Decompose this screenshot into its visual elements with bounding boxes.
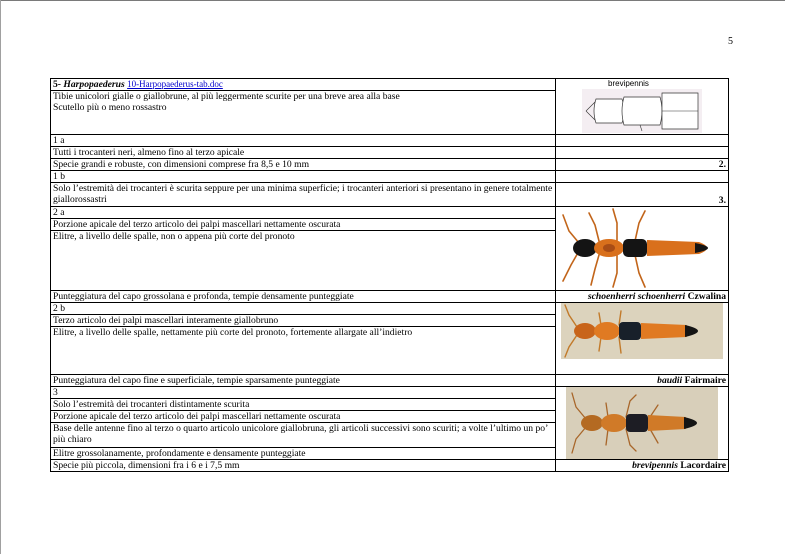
couplet-2b-code-row bbox=[51, 303, 729, 315]
couplet-code: 1 b bbox=[51, 171, 556, 183]
species-author: Lacordaire bbox=[680, 460, 726, 471]
brevipennis-photo-cell bbox=[556, 387, 729, 460]
couplet-2a-row3 bbox=[51, 291, 729, 303]
couplet-text: Punteggiatura del capo fine e superficiale, tempie sparsamente punteggiate bbox=[51, 375, 556, 387]
thumb-label: brevipennis bbox=[608, 79, 649, 88]
couplet-text: Punteggiatura del capo grossolana e profonda, tempie densamente punteggiate bbox=[51, 291, 556, 303]
couplet-code: 1 a bbox=[51, 135, 556, 147]
couplet-text: Tutti i trocanteri neri, almeno fino al terzo apicale bbox=[51, 147, 556, 159]
brevipennis-beetle-photo bbox=[566, 387, 718, 459]
species-name bbox=[556, 291, 729, 303]
baudii-beetle-photo bbox=[561, 303, 723, 359]
couplet-code: 2 b bbox=[51, 303, 556, 315]
baudii-photo-cell bbox=[556, 303, 729, 375]
genus-header-row bbox=[51, 79, 729, 91]
page-number: 5 bbox=[728, 36, 733, 47]
genus-desc-line2: Scutello più o meno rossastro bbox=[53, 102, 167, 113]
couplet-text: Elitre, a livello delle spalle, non o appena più corte del pronoto bbox=[51, 231, 556, 291]
couplet-1a-row2 bbox=[51, 159, 729, 171]
species-name bbox=[556, 375, 729, 387]
couplet-text: Porzione apicale del terzo articolo dei palpi mascellari nettamente oscurata bbox=[51, 219, 556, 231]
species-author: Fairmaire bbox=[684, 375, 726, 386]
species-italic: schoenherri schoenherri bbox=[587, 291, 686, 302]
identification-key-table bbox=[50, 78, 729, 472]
couplet-1a-code-row bbox=[51, 135, 729, 147]
genus-number: 5- bbox=[53, 79, 61, 90]
couplet-2a-code-row bbox=[51, 207, 729, 219]
couplet-2b-row3 bbox=[51, 375, 729, 387]
goto-couplet: 2. bbox=[556, 159, 729, 171]
schoenherri-beetle-illustration bbox=[559, 207, 725, 289]
species-author: Czwalina bbox=[687, 291, 726, 302]
couplet-1a-row1 bbox=[51, 147, 729, 159]
brevipennis-thumb-cell bbox=[556, 79, 729, 135]
couplet-code: 2 a bbox=[51, 207, 556, 219]
couplet-text: Specie più piccola, dimensioni fra i 6 e i 7,5 mm bbox=[51, 460, 556, 472]
couplet-text: Terzo articolo dei palpi mascellari interamente giallobruno bbox=[51, 315, 556, 327]
genus-desc-cell bbox=[51, 91, 556, 135]
couplet-text: Solo l’estremità dei trocanteri è scurita seppure per una minima superficie; i trocanteri anteriori si presentano in genere totalmente giallorossastri bbox=[51, 183, 556, 207]
window-top-border bbox=[0, 0, 785, 1]
couplet-text: Porzione apicale del terzo articolo dei palpi mascellari nettamente oscurata bbox=[51, 411, 556, 423]
couplet-text: Base delle antenne fino al terzo o quarto articolo unicolore giallobruna, gli articoli successivi sono scuriti; a volte l’ultimo un po’ più chiaro bbox=[51, 423, 556, 447]
couplet-text: Elitre grossolanamente, profondamente e densamente punteggiate bbox=[51, 447, 556, 459]
couplet-1b-row1 bbox=[51, 183, 729, 207]
species-name bbox=[556, 460, 729, 472]
species-italic: brevipennis bbox=[632, 460, 678, 471]
schoenherri-photo-cell bbox=[556, 207, 729, 291]
couplet-text: Elitre, a livello delle spalle, nettamente più corte del pronoto, fortemente allargate all’indietro bbox=[51, 327, 556, 375]
beetle-outline-diagram bbox=[582, 89, 702, 133]
couplet-1b-code-row bbox=[51, 171, 729, 183]
genus-doc-link[interactable]: 10-Harpopaederus-tab.doc bbox=[127, 79, 223, 89]
genus-desc-line1: Tibie unicolori gialle o giallobrune, al più leggermente scurite per una breve area alla base bbox=[53, 91, 400, 102]
couplet-3-row5 bbox=[51, 460, 729, 472]
genus-title-cell bbox=[51, 79, 556, 91]
couplet-text: Specie grandi e robuste, con dimensioni comprese fra 8,5 e 10 mm bbox=[51, 159, 556, 171]
couplet-3-code-row bbox=[51, 387, 729, 399]
species-italic: baudii bbox=[657, 375, 683, 386]
genus-name: Harpopaederus bbox=[63, 79, 125, 90]
goto-couplet: 3. bbox=[556, 183, 729, 207]
couplet-text: Solo l’estremità dei trocanteri distintamente scurita bbox=[51, 399, 556, 411]
window-left-border bbox=[0, 0, 1, 554]
couplet-code: 3 bbox=[51, 387, 556, 399]
